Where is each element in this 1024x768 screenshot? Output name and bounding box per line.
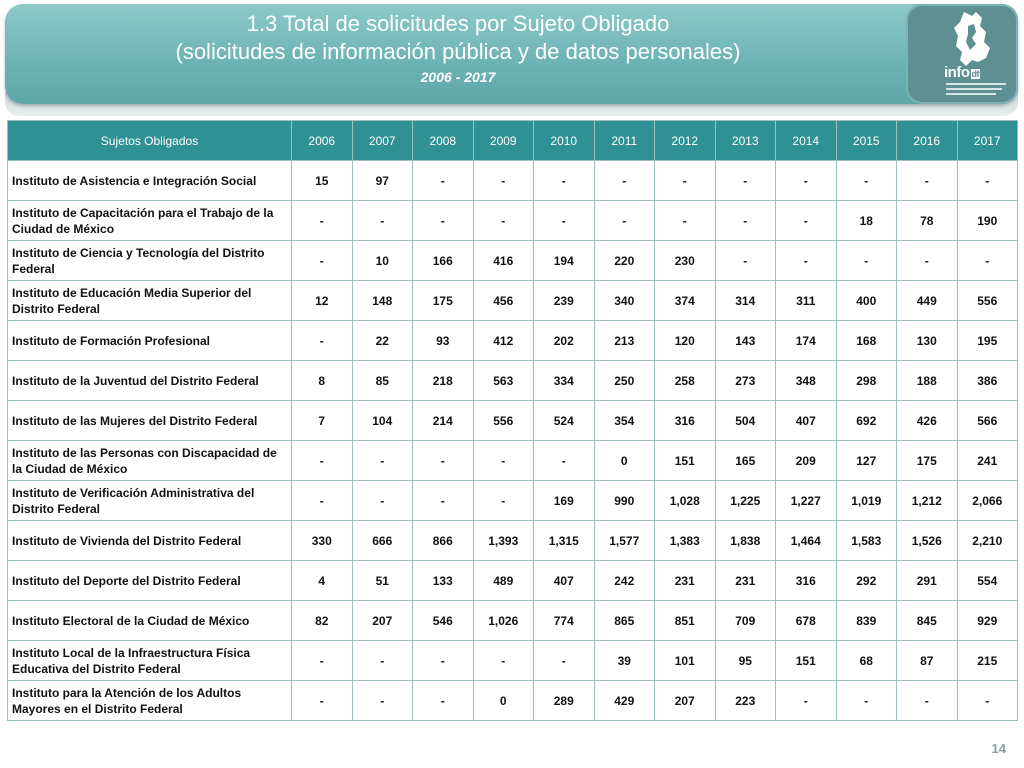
request-count-cell: - <box>352 681 413 721</box>
request-count-cell: - <box>957 241 1018 281</box>
request-count-cell: 165 <box>715 441 776 481</box>
request-count-cell: 692 <box>836 401 897 441</box>
request-count-cell: 188 <box>897 361 958 401</box>
request-count-cell: - <box>413 681 474 721</box>
request-count-cell: - <box>776 201 837 241</box>
institution-name: Instituto de Verificación Administrativa del Distrito Federal <box>8 481 292 521</box>
table-row <box>8 321 1018 361</box>
request-count-cell: - <box>594 201 655 241</box>
request-count-cell: - <box>776 681 837 721</box>
request-count-cell: - <box>413 641 474 681</box>
request-count-cell: 127 <box>836 441 897 481</box>
request-count-cell: 133 <box>413 561 474 601</box>
request-count-cell: 209 <box>776 441 837 481</box>
request-count-cell: - <box>655 201 716 241</box>
request-count-cell: 273 <box>715 361 776 401</box>
request-count-cell: - <box>413 481 474 521</box>
request-count-cell: 231 <box>655 561 716 601</box>
request-count-cell: 407 <box>534 561 595 601</box>
request-count-cell: 990 <box>594 481 655 521</box>
request-count-cell: 168 <box>836 321 897 361</box>
request-count-cell: - <box>534 201 595 241</box>
request-count-cell: 8 <box>292 361 353 401</box>
request-count-cell: 104 <box>352 401 413 441</box>
request-count-cell: 311 <box>776 281 837 321</box>
request-count-cell: - <box>352 201 413 241</box>
request-count-cell: 82 <box>292 601 353 641</box>
request-count-cell: 1,583 <box>836 521 897 561</box>
request-count-cell: 866 <box>413 521 474 561</box>
institution-name: Instituto Electoral de la Ciudad de México <box>8 601 292 641</box>
request-count-cell: 22 <box>352 321 413 361</box>
request-count-cell: 1,393 <box>473 521 534 561</box>
request-count-cell: - <box>534 441 595 481</box>
request-count-cell: 39 <box>594 641 655 681</box>
institution-name: Instituto de Ciencia y Tecnología del Distrito Federal <box>8 241 292 281</box>
title-line-2: (solicitudes de información pública y de datos personales) <box>175 39 741 64</box>
request-count-cell: 291 <box>897 561 958 601</box>
request-count-cell: 214 <box>413 401 474 441</box>
request-count-cell: 0 <box>473 681 534 721</box>
request-count-cell: 220 <box>594 241 655 281</box>
request-count-cell: - <box>292 681 353 721</box>
request-count-cell: 223 <box>715 681 776 721</box>
request-count-cell: 566 <box>957 401 1018 441</box>
request-count-cell: 166 <box>413 241 474 281</box>
request-count-cell: 330 <box>292 521 353 561</box>
request-count-cell: 7 <box>292 401 353 441</box>
page-title <box>0 10 916 88</box>
request-count-cell: 429 <box>594 681 655 721</box>
years-range: 2006 - 2017 <box>420 69 496 85</box>
request-count-cell: - <box>473 161 534 201</box>
request-count-cell: - <box>352 441 413 481</box>
request-count-cell: 78 <box>897 201 958 241</box>
table-row <box>8 601 1018 641</box>
request-count-cell: 851 <box>655 601 716 641</box>
request-count-cell: 1,577 <box>594 521 655 561</box>
table-body <box>8 161 1018 721</box>
column-header-year: 2015 <box>836 121 897 161</box>
request-count-cell: 426 <box>897 401 958 441</box>
request-count-cell: 120 <box>655 321 716 361</box>
request-count-cell: 190 <box>957 201 1018 241</box>
request-count-cell: 709 <box>715 601 776 641</box>
request-count-cell: - <box>473 481 534 521</box>
request-count-cell: 4 <box>292 561 353 601</box>
request-count-cell: - <box>473 441 534 481</box>
request-count-cell: 845 <box>897 601 958 641</box>
request-count-cell: - <box>836 241 897 281</box>
request-count-cell: 412 <box>473 321 534 361</box>
request-count-cell: - <box>897 241 958 281</box>
column-header-year: 2012 <box>655 121 716 161</box>
request-count-cell: 87 <box>897 641 958 681</box>
table-row <box>8 561 1018 601</box>
request-count-cell: 68 <box>836 641 897 681</box>
request-count-cell: 2,210 <box>957 521 1018 561</box>
request-count-cell: - <box>957 161 1018 201</box>
request-count-cell: - <box>655 161 716 201</box>
request-count-cell: 314 <box>715 281 776 321</box>
request-count-cell: 242 <box>594 561 655 601</box>
request-count-cell: 1,019 <box>836 481 897 521</box>
request-count-cell: 218 <box>413 361 474 401</box>
request-count-cell: - <box>897 681 958 721</box>
request-count-cell: 316 <box>776 561 837 601</box>
request-count-cell: 554 <box>957 561 1018 601</box>
request-count-cell: 194 <box>534 241 595 281</box>
request-count-cell: - <box>292 201 353 241</box>
request-count-cell: 174 <box>776 321 837 361</box>
request-count-cell: 250 <box>594 361 655 401</box>
request-count-cell: 407 <box>776 401 837 441</box>
requests-table <box>7 120 1018 721</box>
institution-name: Instituto de Vivienda del Distrito Federal <box>8 521 292 561</box>
mexico-city-map-logo-icon <box>942 10 1002 68</box>
request-count-cell: 15 <box>292 161 353 201</box>
request-count-cell: 289 <box>534 681 595 721</box>
request-count-cell: 1,383 <box>655 521 716 561</box>
request-count-cell: - <box>534 161 595 201</box>
request-count-cell: 207 <box>655 681 716 721</box>
column-header-year: 2013 <box>715 121 776 161</box>
institution-name: Instituto de Educación Media Superior del Distrito Federal <box>8 281 292 321</box>
institution-name: Instituto de Capacitación para el Trabajo de la Ciudad de México <box>8 201 292 241</box>
request-count-cell: 556 <box>473 401 534 441</box>
table-row <box>8 681 1018 721</box>
request-count-cell: 0 <box>594 441 655 481</box>
column-header-year: 2017 <box>957 121 1018 161</box>
request-count-cell: 1,526 <box>897 521 958 561</box>
request-count-cell: 10 <box>352 241 413 281</box>
request-count-cell: 929 <box>957 601 1018 641</box>
request-count-cell: 316 <box>655 401 716 441</box>
request-count-cell: 18 <box>836 201 897 241</box>
request-count-cell: 85 <box>352 361 413 401</box>
request-count-cell: - <box>594 161 655 201</box>
request-count-cell: 354 <box>594 401 655 441</box>
request-count-cell: - <box>292 321 353 361</box>
request-count-cell: - <box>352 481 413 521</box>
table-row <box>8 481 1018 521</box>
request-count-cell: 151 <box>776 641 837 681</box>
brand-wordmark: info df <box>944 64 979 81</box>
table-row <box>8 281 1018 321</box>
request-count-cell: 1,026 <box>473 601 534 641</box>
institution-name: Instituto de las Personas con Discapacidad de la Ciudad de México <box>8 441 292 481</box>
request-count-cell: - <box>413 161 474 201</box>
request-count-cell: 175 <box>897 441 958 481</box>
request-count-cell: 1,315 <box>534 521 595 561</box>
request-count-cell: 386 <box>957 361 1018 401</box>
request-count-cell: 678 <box>776 601 837 641</box>
request-count-cell: 12 <box>292 281 353 321</box>
request-count-cell: 774 <box>534 601 595 641</box>
column-header-year: 2010 <box>534 121 595 161</box>
request-count-cell: - <box>776 241 837 281</box>
request-count-cell: 334 <box>534 361 595 401</box>
requests-table-container <box>7 120 1018 721</box>
request-count-cell: - <box>473 201 534 241</box>
request-count-cell: - <box>776 161 837 201</box>
request-count-cell: 148 <box>352 281 413 321</box>
request-count-cell: 97 <box>352 161 413 201</box>
request-count-cell: 207 <box>352 601 413 641</box>
table-row <box>8 521 1018 561</box>
request-count-cell: 504 <box>715 401 776 441</box>
request-count-cell: - <box>715 161 776 201</box>
request-count-cell: 1,838 <box>715 521 776 561</box>
request-count-cell: 95 <box>715 641 776 681</box>
request-count-cell: 489 <box>473 561 534 601</box>
institution-name: Instituto de Asistencia e Integración Social <box>8 161 292 201</box>
table-row <box>8 201 1018 241</box>
request-count-cell: - <box>413 441 474 481</box>
request-count-cell: - <box>715 201 776 241</box>
institution-name: Instituto de las Mujeres del Distrito Federal <box>8 401 292 441</box>
request-count-cell: - <box>715 241 776 281</box>
request-count-cell: 563 <box>473 361 534 401</box>
title-line-1: 1.3 Total de solicitudes por Sujeto Obligado <box>246 11 670 36</box>
request-count-cell: 101 <box>655 641 716 681</box>
page-number: 14 <box>991 741 1006 756</box>
institution-name: Instituto para la Atención de los Adultos Mayores en el Distrito Federal <box>8 681 292 721</box>
request-count-cell: 839 <box>836 601 897 641</box>
request-count-cell: 340 <box>594 281 655 321</box>
request-count-cell: - <box>836 681 897 721</box>
request-count-cell: - <box>413 201 474 241</box>
request-count-cell: 1,464 <box>776 521 837 561</box>
institution-name: Instituto Local de la Infraestructura Física Educativa del Distrito Federal <box>8 641 292 681</box>
request-count-cell: 231 <box>715 561 776 601</box>
request-count-cell: 151 <box>655 441 716 481</box>
table-row <box>8 441 1018 481</box>
request-count-cell: - <box>897 161 958 201</box>
column-header-year: 2007 <box>352 121 413 161</box>
table-row <box>8 641 1018 681</box>
request-count-cell: 292 <box>836 561 897 601</box>
request-count-cell: 416 <box>473 241 534 281</box>
request-count-cell: 175 <box>413 281 474 321</box>
request-count-cell: 865 <box>594 601 655 641</box>
column-header-year: 2006 <box>292 121 353 161</box>
column-header-year: 2014 <box>776 121 837 161</box>
request-count-cell: - <box>957 681 1018 721</box>
request-count-cell: 130 <box>897 321 958 361</box>
column-header-year: 2009 <box>473 121 534 161</box>
request-count-cell: 348 <box>776 361 837 401</box>
request-count-cell: 1,028 <box>655 481 716 521</box>
request-count-cell: 524 <box>534 401 595 441</box>
table-header-row <box>8 121 1018 161</box>
table-row <box>8 161 1018 201</box>
request-count-cell: - <box>473 641 534 681</box>
request-count-cell: 215 <box>957 641 1018 681</box>
request-count-cell: 400 <box>836 281 897 321</box>
institution-name: Instituto del Deporte del Distrito Federal <box>8 561 292 601</box>
request-count-cell: 239 <box>534 281 595 321</box>
request-count-cell: - <box>292 481 353 521</box>
request-count-cell: 2,066 <box>957 481 1018 521</box>
request-count-cell: 213 <box>594 321 655 361</box>
request-count-cell: 1,212 <box>897 481 958 521</box>
request-count-cell: 456 <box>473 281 534 321</box>
request-count-cell: - <box>292 441 353 481</box>
request-count-cell: - <box>836 161 897 201</box>
table-row <box>8 401 1018 441</box>
request-count-cell: 202 <box>534 321 595 361</box>
column-header-year: 2008 <box>413 121 474 161</box>
institution-name: Instituto de la Juventud del Distrito Federal <box>8 361 292 401</box>
column-header-sujetos: Sujetos Obligados <box>8 121 292 161</box>
request-count-cell: 1,227 <box>776 481 837 521</box>
table-row <box>8 241 1018 281</box>
request-count-cell: 1,225 <box>715 481 776 521</box>
request-count-cell: 93 <box>413 321 474 361</box>
request-count-cell: - <box>534 641 595 681</box>
institution-name: Instituto de Formación Profesional <box>8 321 292 361</box>
table-row <box>8 361 1018 401</box>
request-count-cell: - <box>292 241 353 281</box>
request-count-cell: - <box>292 641 353 681</box>
request-count-cell: 258 <box>655 361 716 401</box>
request-count-cell: 241 <box>957 441 1018 481</box>
column-header-year: 2016 <box>897 121 958 161</box>
request-count-cell: 449 <box>897 281 958 321</box>
request-count-cell: 556 <box>957 281 1018 321</box>
column-header-year: 2011 <box>594 121 655 161</box>
infodf-logo <box>906 4 1018 104</box>
request-count-cell: - <box>352 641 413 681</box>
request-count-cell: 169 <box>534 481 595 521</box>
request-count-cell: 374 <box>655 281 716 321</box>
request-count-cell: 143 <box>715 321 776 361</box>
request-count-cell: 298 <box>836 361 897 401</box>
request-count-cell: 195 <box>957 321 1018 361</box>
request-count-cell: 666 <box>352 521 413 561</box>
request-count-cell: 546 <box>413 601 474 641</box>
request-count-cell: 51 <box>352 561 413 601</box>
request-count-cell: 230 <box>655 241 716 281</box>
